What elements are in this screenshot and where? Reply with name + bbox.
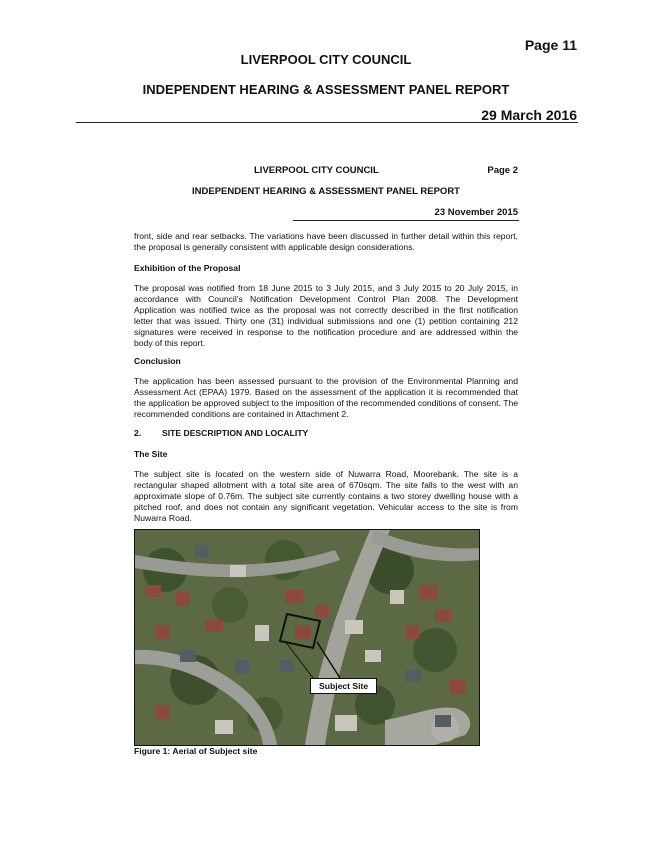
- outer-page-number: Page 11: [524, 37, 577, 53]
- site-heading: The Site: [134, 449, 168, 459]
- inner-council-title: LIVERPOOL CITY COUNCIL: [254, 165, 379, 176]
- inner-page-number: Page 2: [487, 165, 518, 176]
- section-number: 2.: [134, 428, 142, 438]
- aerial-photo: [134, 529, 480, 746]
- site-paragraph: The subject site is located on the western side of Nuwarra Road, Moorebank. The site is a rectangular shaped allotment with a total site area of 670sqm. The site falls to the west with an approximate slope of 0.76m. The subject site currently contains a two storey dwelling house with a pitched roof, and does not contain any significant vegetation. Vehicular access to the site is from Nuwarra Road.: [134, 469, 518, 523]
- conclusion-heading: Conclusion: [134, 356, 181, 366]
- intro-paragraph: front, side and rear setbacks. The variations have been discussed in further detail within this report, the proposal is generally consistent with applicable design considerations.: [134, 231, 518, 252]
- inner-report-date: 23 November 2015: [434, 207, 518, 218]
- figure-caption: Figure 1: Aerial of Subject site: [134, 746, 258, 756]
- aerial-photo-graphic: [135, 530, 479, 745]
- exhibition-heading: Exhibition of the Proposal: [134, 263, 241, 273]
- inner-panel-title: INDEPENDENT HEARING & ASSESSMENT PANEL REPORT: [192, 186, 460, 197]
- subject-site-label: Subject Site: [310, 678, 377, 694]
- inner-header-rule: [293, 220, 519, 221]
- outer-council-title: LIVERPOOL CITY COUNCIL: [240, 52, 412, 67]
- section-title: SITE DESCRIPTION AND LOCALITY: [162, 428, 309, 438]
- exhibition-paragraph: The proposal was notified from 18 June 2015 to 3 July 2015, and 3 July 2015 to 20 July 2015, in accordance with Council’s Notification Development Control Plan 2008. The Development Application was notified twice as the proposal was not correctly described in the first notification letter that was issued. Thirty one (31) individual submissions and one (1) petition containing 212 signatures were received in response to the notification procedure and are addressed within the body of this report.: [134, 283, 518, 348]
- outer-report-date: 29 March 2016: [481, 107, 577, 123]
- conclusion-paragraph: The application has been assessed pursuant to the provision of the Environmental Planning and Assessment Act (EPAA) 1979. Based on the assessment of the application it is recommended that the application be approved subject to the imposition of the recommended conditions of consent. The recommended conditions are contained in Attachment 2.: [134, 376, 518, 419]
- outer-header-rule: [76, 122, 578, 123]
- outer-panel-title: INDEPENDENT HEARING & ASSESSMENT PANEL REPORT: [142, 82, 510, 97]
